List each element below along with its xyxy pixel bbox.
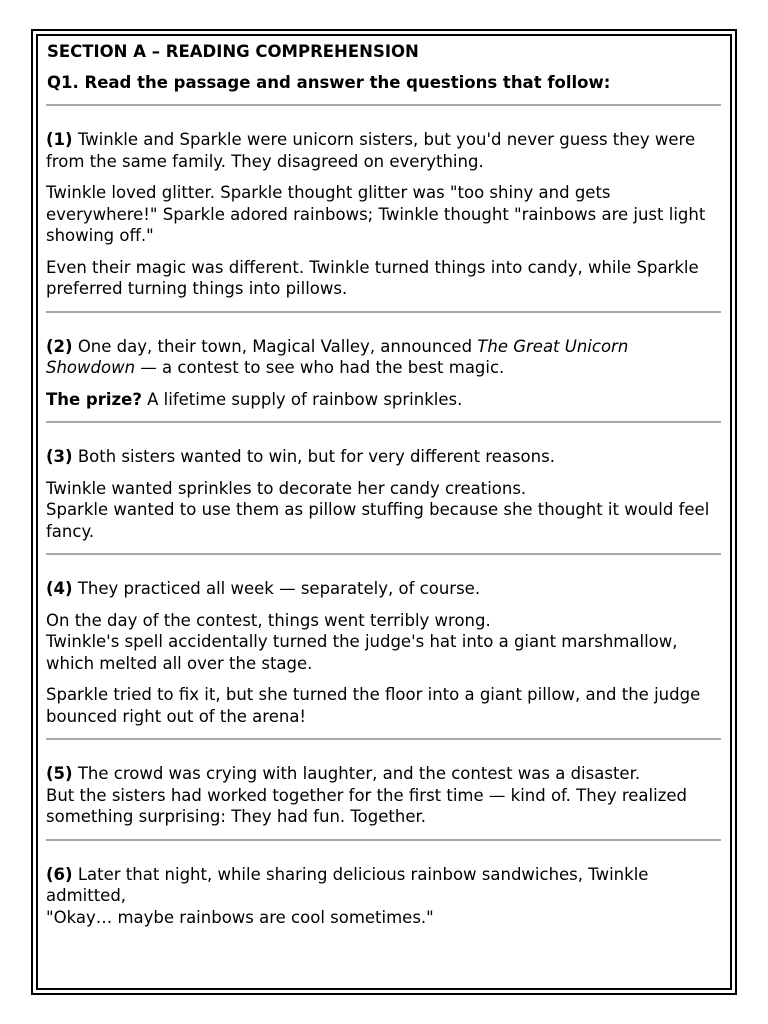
section-number: (5): [46, 764, 73, 783]
passage-section-2: [46, 336, 722, 411]
section-number: (2): [46, 336, 73, 356]
passage-section-1: [46, 129, 722, 300]
divider: [46, 421, 721, 423]
paragraph: Twinkle wanted sprinkles to decorate her candy creations. Sparkle wanted to use them as pillow stuffing because she thought it would feel fancy.: [46, 478, 710, 541]
contest-name: The Great Unicorn Showdown: [46, 336, 629, 377]
section-number: (1): [46, 130, 73, 149]
divider: [46, 553, 721, 555]
paragraph: [46, 129, 722, 172]
section-number: (6): [46, 864, 73, 884]
divider: [46, 311, 721, 313]
paragraph: [46, 446, 722, 468]
paragraph: [46, 763, 722, 828]
paragraph: On the day of the contest, things went terribly wrong. Twinkle's spell accidentally turned the judge's hat into a giant marshmallow, which melted all over the stage.: [46, 610, 678, 673]
paragraph-text: One day, their town, Magical Valley, announced: [72, 336, 478, 356]
paragraph: [46, 864, 722, 929]
divider: [46, 738, 721, 740]
passage-section-4: [46, 578, 722, 727]
paragraph-text: Later that night, while sharing delicious rainbow sandwiches, Twinkle admitted, "Okay… maybe rainbows are cool sometimes.": [46, 864, 649, 927]
divider: [46, 104, 721, 106]
section-title: SECTION A – READING COMPREHENSION: [47, 42, 419, 61]
passage-section-5: [46, 763, 722, 828]
worksheet-content: [46, 40, 722, 928]
divider: [46, 839, 721, 841]
paragraph-text: Twinkle and Sparkle were unicorn sisters, but you'd never guess they were from the same family. They disagreed on everything.: [46, 130, 696, 171]
section-number: (3): [46, 447, 73, 466]
passage-section-3: [46, 446, 722, 542]
paragraph: Twinkle loved glitter. Sparkle thought glitter was "too shiny and gets everywhere!" Sparkle adored rainbows; Twinkle thought "rainbows are just light showing off.": [46, 183, 706, 245]
paragraph: [46, 578, 722, 600]
paragraph: [46, 389, 722, 411]
paragraph-text: They practiced all week — separately, of course.: [72, 579, 481, 598]
paragraph: Sparkle tried to fix it, but she turned the floor into a giant pillow, and the judge bounced right out of the arena!: [46, 685, 701, 726]
paragraph: [46, 336, 722, 379]
section-number: (4): [46, 579, 73, 598]
prize-label: The prize?: [46, 389, 142, 409]
passage-section-6: [46, 864, 722, 929]
paragraph-text: — a contest to see who had the best magic.: [135, 358, 505, 377]
paragraph-text: The crowd was crying with laughter, and the contest was a disaster. But the sisters had worked together for the first time — kind of. They realized something surprising: They had fun. Together.: [46, 764, 687, 826]
paragraph: Even their magic was different. Twinkle turned things into candy, while Sparkle preferred turning things into pillows.: [46, 257, 699, 298]
paragraph-text: A lifetime supply of rainbow sprinkles.: [141, 389, 463, 409]
paragraph-text: Both sisters wanted to win, but for very different reasons.: [72, 447, 555, 466]
question-prompt: Q1. Read the passage and answer the questions that follow:: [47, 73, 611, 92]
